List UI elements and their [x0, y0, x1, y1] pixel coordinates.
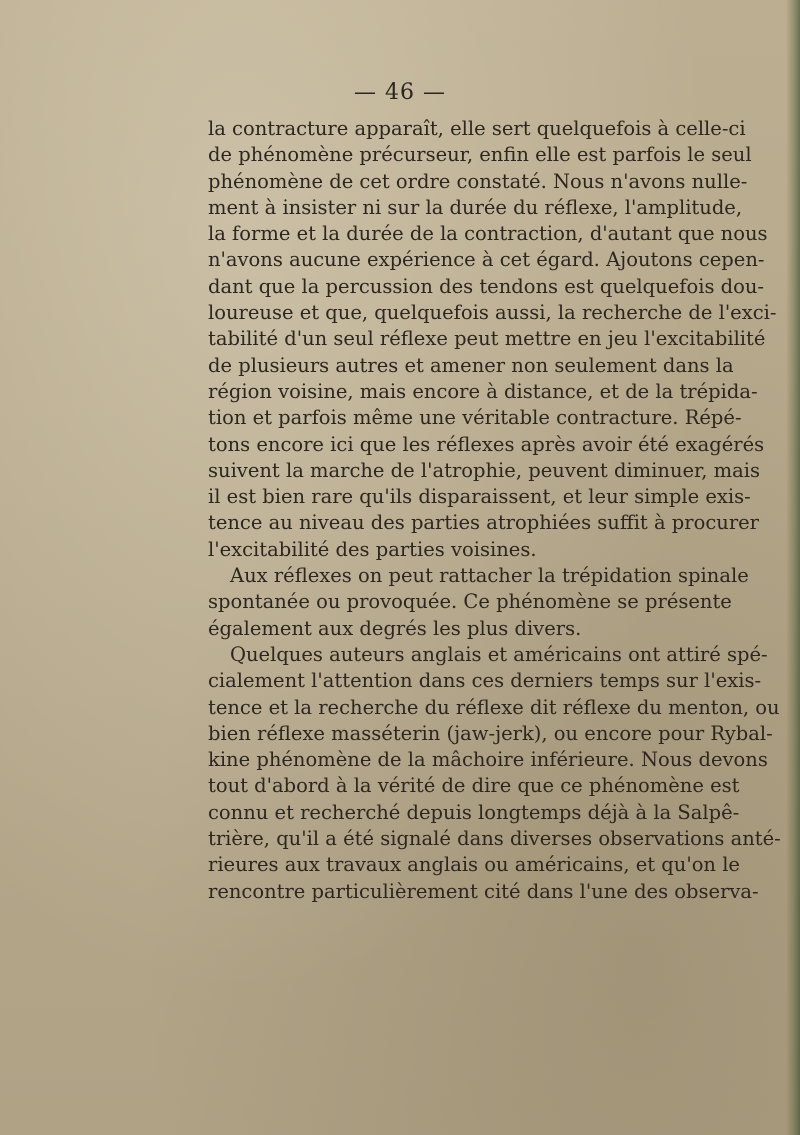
text-line: la contracture apparaît, elle sert quelquefois à celle-ci	[208, 117, 746, 140]
text-line: spontanée ou provoquée. Ce phénomène se présente	[208, 590, 732, 614]
text-line: ment à insister ni sur la durée du réflexe, l'amplitude,	[208, 195, 743, 219]
text-line: il est bien rare qu'ils disparaissent, et leur simple exis-	[208, 485, 751, 509]
text-line: phénomène de cet ordre constaté. Nous n'avons nulle-	[208, 169, 748, 193]
text-line: kine phénomène de la mâchoire inférieure. Nous devons	[208, 748, 768, 772]
text-line: n'avons aucune expérience à cet égard. Ajoutons cepen-	[208, 248, 765, 272]
page-number: — 46 —	[354, 80, 446, 105]
text-line: de plusieurs autres et amener non seulement dans la	[208, 353, 734, 377]
text-line: loureuse et que, quelquefois aussi, la recherche de l'exci-	[208, 301, 777, 325]
text-line: tons encore ici que les réflexes après avoir été exagérés	[208, 432, 765, 456]
text-line: tence au niveau des parties atrophiées suffit à procurer	[208, 511, 759, 535]
text-line: la forme et la durée de la contraction, d'autant que nous	[208, 222, 768, 246]
page-edge-shadow	[786, 0, 800, 1135]
body-text	[208, 116, 781, 905]
text-line: l'excitabilité des parties voisines.	[208, 537, 537, 561]
text-line: tout d'abord à la vérité de dire que ce phénomène est	[208, 774, 740, 798]
text-line: également aux degrés les plus divers.	[208, 616, 582, 640]
text-line: tabilité d'un seul réflexe peut mettre en jeu l'excitabilité	[208, 327, 766, 351]
text-line: Quelques auteurs anglais et américains ont attiré spé-	[230, 642, 768, 666]
text-line: tence et la recherche du réflexe dit réflexe du menton, ou	[208, 695, 780, 719]
text-line: rencontre particulièrement cité dans l'une des observa-	[208, 879, 759, 903]
text-line: cialement l'attention dans ces derniers temps sur l'exis-	[208, 669, 762, 693]
text-line: tion et parfois même une véritable contracture. Répé-	[208, 406, 742, 430]
text-line: trière, qu'il a été signalé dans diverses observations anté-	[208, 827, 781, 851]
text-line: région voisine, mais encore à distance, et de la trépida-	[208, 379, 758, 403]
text-line: connu et recherché depuis longtemps déjà à la Salpê-	[208, 800, 740, 824]
text-line: suivent la marche de l'atrophie, peuvent diminuer, mais	[208, 458, 760, 482]
text-line: de phénomène précurseur, enfin elle est parfois le seul	[208, 143, 752, 167]
text-line: rieures aux travaux anglais ou américains, et qu'on le	[208, 853, 740, 877]
text-line: dant que la percussion des tendons est quelquefois dou-	[208, 274, 765, 298]
text-line: bien réflexe masséterin (jaw-jerk), ou encore pour Rybal-	[208, 721, 773, 745]
text-line: Aux réflexes on peut rattacher la trépidation spinale	[230, 564, 749, 588]
